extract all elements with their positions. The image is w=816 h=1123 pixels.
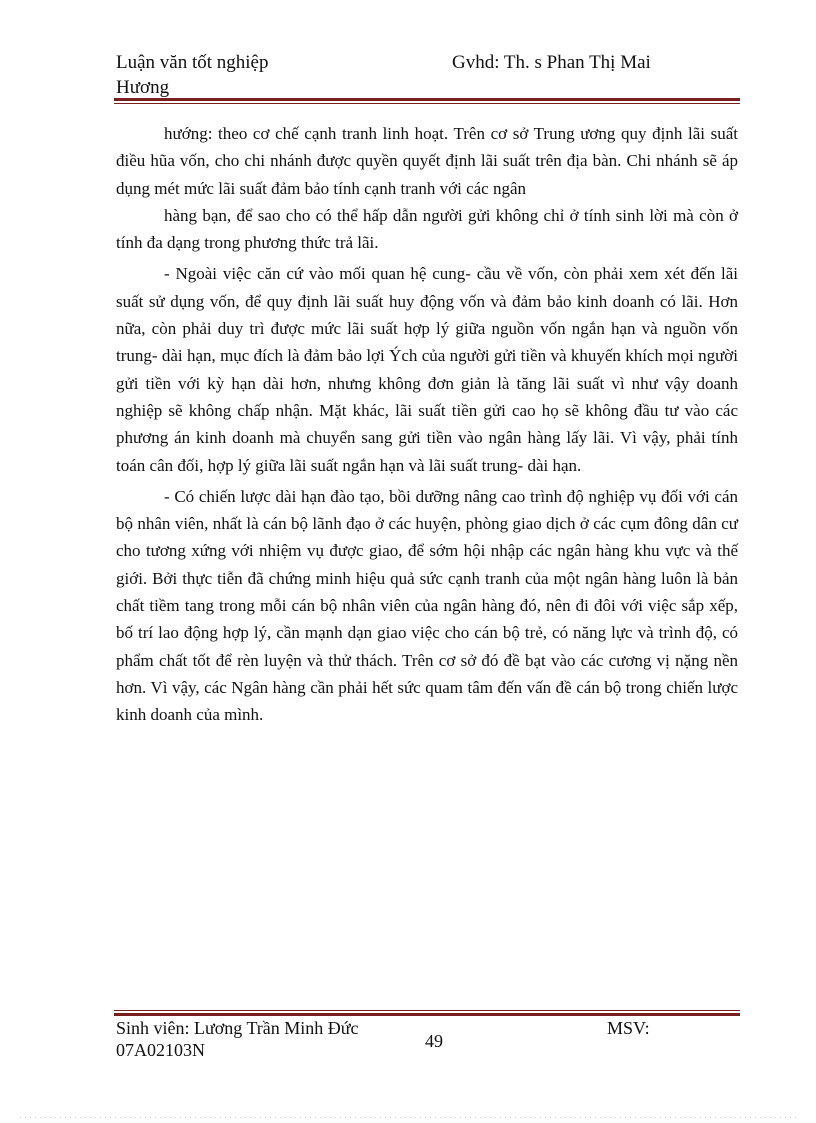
paragraph-4: - Có chiến lược dài hạn đào tạo, bồi dưỡng nâng cao trình độ nghiệp vụ đối với cán bộ nhân viên, nhất là cán bộ lãnh đạo ở các huyện, phòng giao dịch ở các cụm đông dân cư cho tương xứng với nhiệm vụ được giao, để sớm hội nhập các ngân hàng khu vực và thế giới. Bởi thực tiễn đã chứng minh hiệu quả sức cạnh tranh của một ngân hàng luôn là bản chất tiềm tang trong mỗi cán bộ nhân viên của ngân hàng đó, nên đi đôi với việc sắp xếp, bố trí lao động hợp lý, cần mạnh dạn giao việc cho cán bộ trẻ, có năng lực và trình độ, có phẩm chất tốt để rèn luyện và thử thách. Trên cơ sở đó đề bạt vào các cương vị nặng nền hơn. Vì vậy, các Ngân hàng cần phải hết sức quam tâm đến vấn đề cán bộ trong chiến lược kinh doanh của mình.	[116, 486, 738, 725]
footer-rule-thick	[114, 1013, 740, 1016]
header-thesis-title	[116, 50, 416, 100]
header-thesis-label: Luận văn tốt nghiệp	[116, 52, 269, 73]
header-supervisor: Gvhd: Th. s Phan Thị Mai	[452, 52, 651, 73]
page-number: 49	[425, 1031, 443, 1051]
page-edge-divider	[20, 1117, 796, 1118]
header-supervisor-name-wrap: Hương	[116, 77, 170, 98]
footer-student-id: 07A02103N	[116, 1040, 205, 1060]
footer-student: Sinh viên: Lương Trần Minh Đức	[116, 1018, 359, 1038]
paragraph-1: hướng: theo cơ chế cạnh tranh linh hoạt. Trên cơ sở Trung ương quy định lãi suất điều hũa vốn, cho chi nhánh được quyền quyết định lãi suất trên địa bàn. Chi nhánh sẽ áp dụng mét mức lãi suất đảm bảo tính cạnh tranh với các ngân	[116, 124, 738, 198]
document-body	[116, 120, 738, 729]
header-rule-thick	[114, 98, 740, 101]
footer-rule-thin	[114, 1010, 740, 1011]
paragraph-2: hàng bạn, để sao cho có thể hấp dẫn người gửi không chỉ ở tính sinh lời mà còn ở tính đa dạng trong phương thức trả lãi.	[116, 205, 738, 253]
header-rule-thin	[114, 103, 740, 104]
footer-msv-label: MSV:	[607, 1018, 650, 1038]
paragraph-3: - Ngoài việc căn cứ vào mối quan hệ cung- cầu về vốn, còn phải xem xét đến lãi suất sử dụng vốn, để quy định lãi suất huy động vốn và đảm bảo kinh doanh có lãi. Hơn nữa, còn phải duy trì được mức lãi suất hợp lý giữa nguồn vốn ngắn hạn và nguồn vốn trung- dài hạn, mục đích là đảm bảo lợi Ých của người gửi tiền và khuyến khích mọi người gửi tiền với kỳ hạn dài hơn, nhưng không đơn giản là tăng lãi suất vì như vậy doanh nghiệp sẽ không chấp nhận. Mặt khác, lãi suất tiền gửi cao họ sẽ không đầu tư vào các phương án kinh doanh mà chuyển sang gửi tiền vào ngân hàng lấy lãi. Vì vậy, phải tính toán cân đối, hợp lý giữa lãi suất ngắn hạn và lãi suất trung- dài hạn.	[116, 264, 738, 475]
